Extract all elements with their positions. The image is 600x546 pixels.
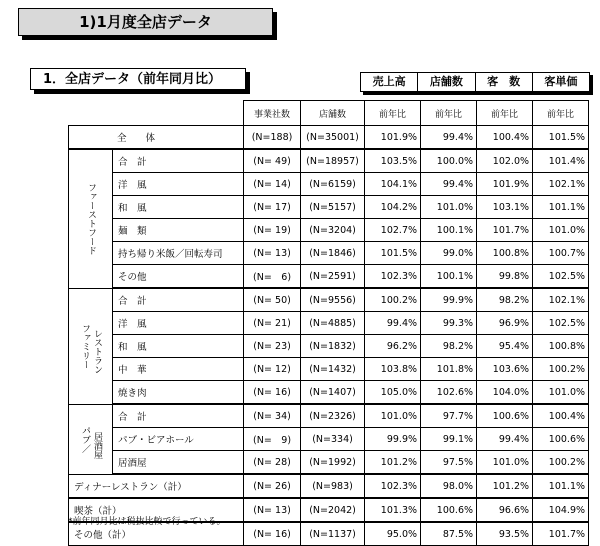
row-sales-yoy: 101.9% <box>365 126 421 150</box>
store-data-table <box>68 100 589 546</box>
row-stores-yoy: 101.0% <box>421 196 477 219</box>
row-label: ディナーレストラン（計） <box>69 474 244 498</box>
row-customers-yoy: 96.9% <box>477 312 533 335</box>
row-stores: (N=9556) <box>301 288 365 312</box>
row-sales-yoy: 101.5% <box>365 242 421 265</box>
row-customers-yoy: 103.1% <box>477 196 533 219</box>
row-sales-yoy: 100.2% <box>365 288 421 312</box>
row-stores-yoy: 97.5% <box>421 451 477 475</box>
row-stores-yoy: 100.1% <box>421 219 477 242</box>
row-label: 麺 類 <box>113 219 244 242</box>
table-row <box>69 335 589 358</box>
row-stores-yoy: 98.2% <box>421 335 477 358</box>
row-companies: (N= 17) <box>244 196 301 219</box>
row-customers-yoy: 99.4% <box>477 428 533 451</box>
row-label: 中 華 <box>113 358 244 381</box>
row-sales-yoy: 101.3% <box>365 498 421 522</box>
table-row <box>69 288 589 312</box>
row-sales-yoy: 102.7% <box>365 219 421 242</box>
row-companies: (N= 13) <box>244 242 301 265</box>
row-label: その他 <box>113 265 244 289</box>
table-row <box>69 451 589 475</box>
header-blank <box>69 101 244 126</box>
row-stores-yoy: 100.6% <box>421 498 477 522</box>
row-stores-yoy: 100.1% <box>421 265 477 289</box>
row-label: 居酒屋 <box>113 451 244 475</box>
header-sales-yoy: 前年比 <box>365 101 421 126</box>
row-stores: (N=5157) <box>301 196 365 219</box>
row-label: 合 計 <box>113 288 244 312</box>
row-stores-yoy: 99.0% <box>421 242 477 265</box>
row-customers-yoy: 103.6% <box>477 358 533 381</box>
row-label: 洋 風 <box>113 173 244 196</box>
row-companies: (N= 6) <box>244 265 301 289</box>
row-stores-yoy: 101.8% <box>421 358 477 381</box>
row-unit-yoy: 101.1% <box>533 474 589 498</box>
row-sales-yoy: 102.3% <box>365 474 421 498</box>
row-stores: (N=1407) <box>301 381 365 405</box>
row-stores-yoy: 87.5% <box>421 522 477 546</box>
row-customers-yoy: 98.2% <box>477 288 533 312</box>
row-unit-yoy: 100.7% <box>533 242 589 265</box>
row-stores: (N=334) <box>301 428 365 451</box>
row-customers-yoy: 101.0% <box>477 451 533 475</box>
row-label: 洋 風 <box>113 312 244 335</box>
row-unit-yoy: 101.4% <box>533 149 589 173</box>
row-unit-yoy: 101.0% <box>533 219 589 242</box>
row-sales-yoy: 104.2% <box>365 196 421 219</box>
row-companies: (N=188) <box>244 126 301 150</box>
row-stores: (N=2591) <box>301 265 365 289</box>
row-stores-yoy: 102.6% <box>421 381 477 405</box>
row-customers-yoy: 93.5% <box>477 522 533 546</box>
row-unit-yoy: 100.8% <box>533 335 589 358</box>
row-customers-yoy: 100.4% <box>477 126 533 150</box>
table-row <box>69 126 589 150</box>
row-label: 喫茶（計） <box>69 498 244 522</box>
row-companies: (N= 12) <box>244 358 301 381</box>
row-customers-yoy: 104.0% <box>477 381 533 405</box>
row-companies: (N= 50) <box>244 288 301 312</box>
row-stores-yoy: 97.7% <box>421 404 477 428</box>
row-unit-yoy: 102.1% <box>533 288 589 312</box>
row-companies: (N= 23) <box>244 335 301 358</box>
row-label: 合 計 <box>113 404 244 428</box>
kpi-unit-price-header: 客単価 <box>532 73 589 91</box>
row-sales-yoy: 105.0% <box>365 381 421 405</box>
row-label: その他（計） <box>69 522 244 546</box>
table-row <box>69 219 589 242</box>
footnote: *前年同月比は税抜比較で行っている。 <box>68 517 226 527</box>
row-unit-yoy: 100.2% <box>533 451 589 475</box>
group-fastfood-text: ファーストフード <box>86 182 96 255</box>
row-stores-yoy: 99.4% <box>421 173 477 196</box>
row-stores-yoy: 100.0% <box>421 149 477 173</box>
row-sales-yoy: 96.2% <box>365 335 421 358</box>
row-customers-yoy: 99.8% <box>477 265 533 289</box>
row-sales-yoy: 101.2% <box>365 451 421 475</box>
group-pub-text-a: パブ／ <box>80 425 90 453</box>
header-stores: 店舗数 <box>301 101 365 126</box>
row-companies: (N= 13) <box>244 498 301 522</box>
row-customers-yoy: 102.0% <box>477 149 533 173</box>
section-title: 1．全店データ（前年同月比） <box>30 68 246 90</box>
row-stores-yoy: 98.0% <box>421 474 477 498</box>
row-stores: (N=3204) <box>301 219 365 242</box>
row-sales-yoy: 99.4% <box>365 312 421 335</box>
header-unit-yoy: 前年比 <box>533 101 589 126</box>
row-unit-yoy: 102.5% <box>533 312 589 335</box>
row-stores: (N=983) <box>301 474 365 498</box>
group-pub-label <box>69 404 113 474</box>
table-row <box>69 404 589 428</box>
row-stores-yoy: 99.3% <box>421 312 477 335</box>
row-unit-yoy: 101.1% <box>533 196 589 219</box>
row-sales-yoy: 102.3% <box>365 265 421 289</box>
table-row <box>69 173 589 196</box>
row-customers-yoy: 95.4% <box>477 335 533 358</box>
table-row <box>69 358 589 381</box>
row-customers-yoy: 100.6% <box>477 404 533 428</box>
row-stores-yoy: 99.4% <box>421 126 477 150</box>
row-unit-yoy: 104.9% <box>533 498 589 522</box>
row-stores: (N=2326) <box>301 404 365 428</box>
row-sales-yoy: 99.9% <box>365 428 421 451</box>
group-family-text-b: レストラン <box>92 328 102 374</box>
header-customers-yoy: 前年比 <box>477 101 533 126</box>
row-customers-yoy: 101.9% <box>477 173 533 196</box>
row-companies: (N= 28) <box>244 451 301 475</box>
row-label: パブ・ビアホール <box>113 428 244 451</box>
table-header-row <box>69 101 589 126</box>
row-unit-yoy: 102.5% <box>533 265 589 289</box>
row-sales-yoy: 103.8% <box>365 358 421 381</box>
table-row <box>69 312 589 335</box>
row-stores-yoy: 99.1% <box>421 428 477 451</box>
row-label: 和 風 <box>113 335 244 358</box>
row-customers-yoy: 101.2% <box>477 474 533 498</box>
row-stores: (N=2042) <box>301 498 365 522</box>
row-companies: (N= 26) <box>244 474 301 498</box>
row-stores: (N=1992) <box>301 451 365 475</box>
row-companies: (N= 34) <box>244 404 301 428</box>
row-companies: (N= 9) <box>244 428 301 451</box>
row-stores: (N=4885) <box>301 312 365 335</box>
row-companies: (N= 14) <box>244 173 301 196</box>
row-customers-yoy: 96.6% <box>477 498 533 522</box>
row-unit-yoy: 102.1% <box>533 173 589 196</box>
table-row <box>69 265 589 289</box>
table-row <box>69 196 589 219</box>
row-unit-yoy: 100.6% <box>533 428 589 451</box>
row-stores: (N=1832) <box>301 335 365 358</box>
row-companies: (N= 19) <box>244 219 301 242</box>
row-stores: (N=1432) <box>301 358 365 381</box>
header-stores-yoy: 前年比 <box>421 101 477 126</box>
row-stores: (N=6159) <box>301 173 365 196</box>
row-companies: (N= 49) <box>244 149 301 173</box>
row-label: 合 計 <box>113 149 244 173</box>
row-label: 全 体 <box>69 126 244 150</box>
group-pub-text-b: 居酒屋 <box>92 431 102 459</box>
kpi-header-bar <box>360 72 590 92</box>
group-family-text-a: ファミリー <box>80 323 90 369</box>
table-row <box>69 242 589 265</box>
kpi-customers-header: 客 数 <box>475 73 532 91</box>
table-row <box>69 474 589 498</box>
row-label: 和 風 <box>113 196 244 219</box>
row-stores-yoy: 99.9% <box>421 288 477 312</box>
header-companies: 事業社数 <box>244 101 301 126</box>
row-sales-yoy: 95.0% <box>365 522 421 546</box>
row-unit-yoy: 101.0% <box>533 381 589 405</box>
row-customers-yoy: 100.8% <box>477 242 533 265</box>
row-stores: (N=18957) <box>301 149 365 173</box>
row-sales-yoy: 104.1% <box>365 173 421 196</box>
row-label: 持ち帰り米飯／回転寿司 <box>113 242 244 265</box>
row-unit-yoy: 100.4% <box>533 404 589 428</box>
row-unit-yoy: 101.7% <box>533 522 589 546</box>
row-stores: (N=35001) <box>301 126 365 150</box>
row-unit-yoy: 100.2% <box>533 358 589 381</box>
kpi-stores-header: 店舗数 <box>417 73 474 91</box>
row-companies: (N= 21) <box>244 312 301 335</box>
row-sales-yoy: 103.5% <box>365 149 421 173</box>
table-row <box>69 149 589 173</box>
page-title: 1)1月度全店データ <box>18 8 273 36</box>
row-sales-yoy: 101.0% <box>365 404 421 428</box>
table-row <box>69 381 589 405</box>
kpi-sales-header: 売上高 <box>372 75 406 88</box>
row-companies: (N= 16) <box>244 522 301 546</box>
row-label: 焼き肉 <box>113 381 244 405</box>
group-family-label <box>69 288 113 404</box>
group-fastfood-label <box>69 149 113 288</box>
row-unit-yoy: 101.5% <box>533 126 589 150</box>
row-companies: (N= 16) <box>244 381 301 405</box>
table-row <box>69 428 589 451</box>
row-stores: (N=1846) <box>301 242 365 265</box>
row-stores: (N=1137) <box>301 522 365 546</box>
row-customers-yoy: 101.7% <box>477 219 533 242</box>
